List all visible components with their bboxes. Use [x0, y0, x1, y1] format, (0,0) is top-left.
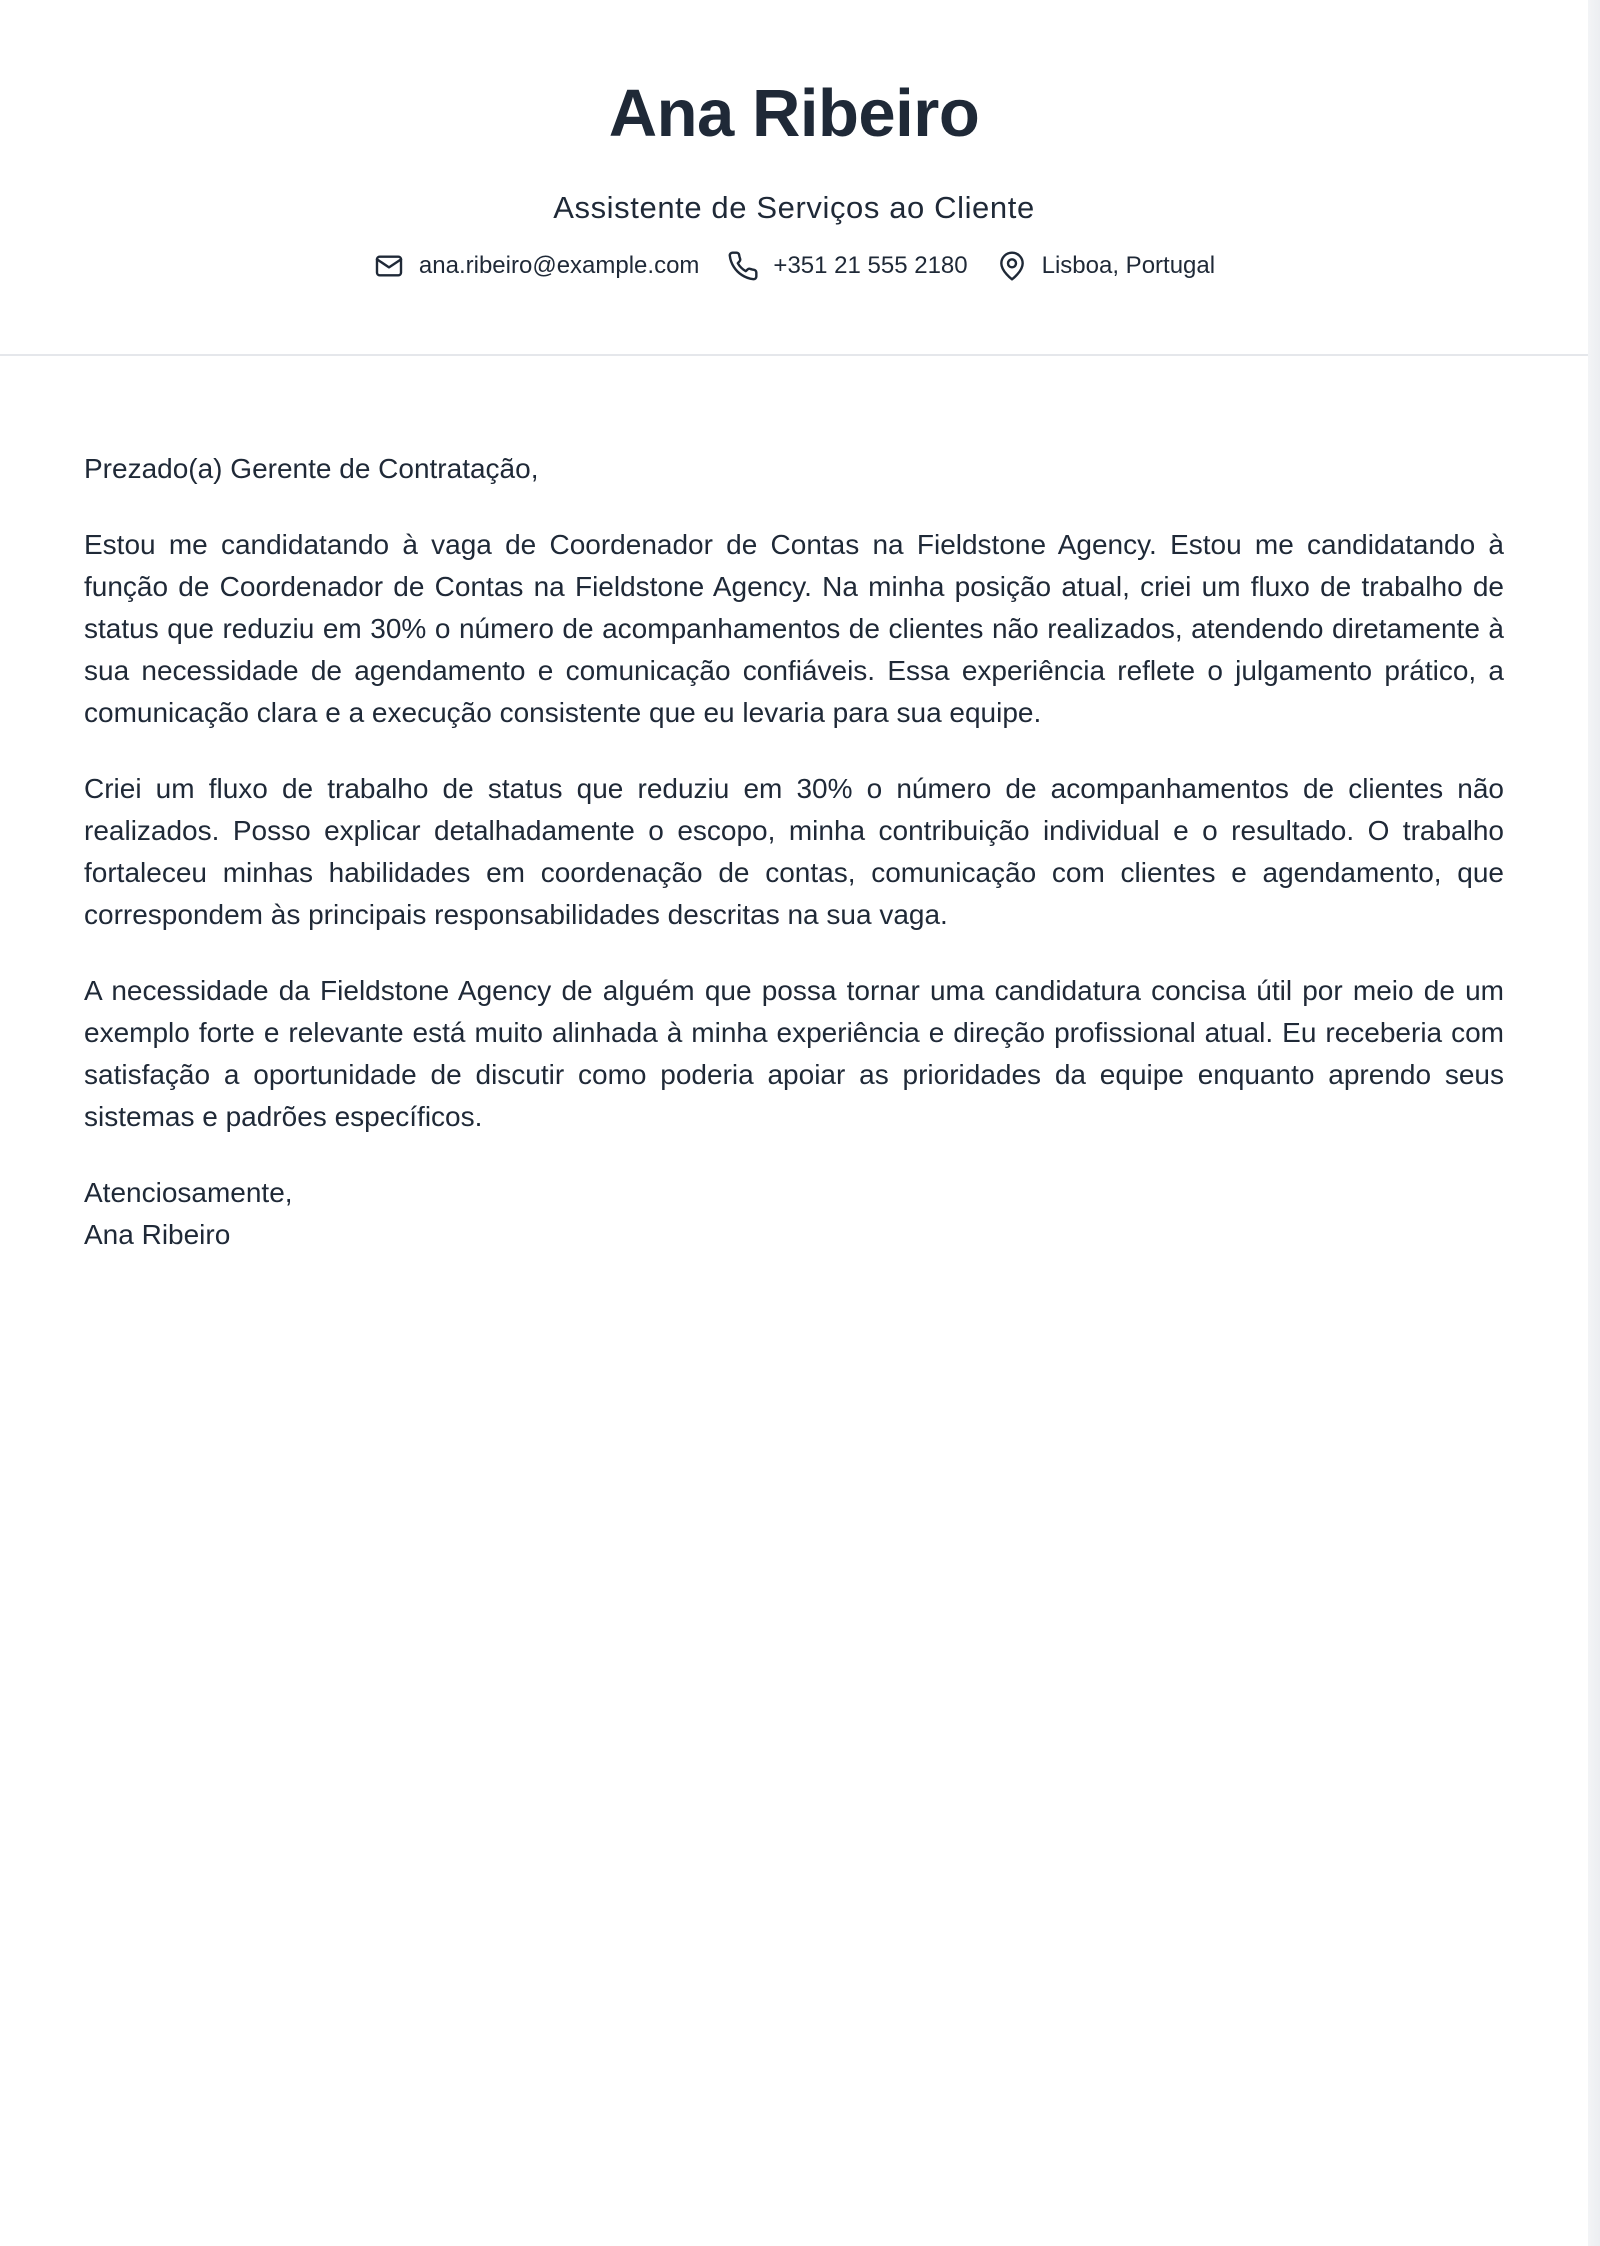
email-text: ana.ribeiro@example.com [418, 252, 700, 279]
salutation: Prezado(a) Gerente de Contratação, [84, 453, 539, 484]
contact-phone[interactable] [727, 250, 967, 282]
phone-text: +351 21 555 2180 [773, 252, 968, 279]
letterhead [0, 0, 1588, 356]
paragraph-3: A necessidade da Fieldstone Agency de alguém que possa tornar uma candidatura concisa útil por meio de um exemplo forte e relevante está muito alinhada à minha experiência e direção profissional atual. Eu receberia com satisfação a oportunidade de discutir como poderia apoiar as prioridades da equipe enquanto aprendo seus sistemas e padrões específicos. [84, 975, 1504, 1132]
applicant-name: Ana Ribeiro [608, 76, 980, 151]
signature: Ana Ribeiro [84, 1219, 231, 1250]
letter-body [0, 356, 1588, 1256]
contact-info [0, 250, 1588, 282]
phone-icon [727, 250, 759, 282]
contact-email[interactable] [373, 250, 700, 282]
paragraph-2: Criei um fluxo de trabalho de status que reduziu em 30% o número de acompanhamentos de clientes não realizados. Posso explicar detalhadamente o escopo, minha contribuição individual e o resultado. O trabalho fortaleceu minhas habilidades em coordenação de contas, comunicação com clientes e agendamento, que correspondem às principais responsabilidades descritas na sua vaga. [84, 773, 1504, 930]
contact-location [996, 250, 1215, 282]
mail-icon [373, 250, 405, 282]
location-text: Lisboa, Portugal [1041, 252, 1216, 279]
page-edge [1588, 0, 1600, 2246]
paragraph-1: Estou me candidatando à vaga de Coordenador de Contas na Fieldstone Agency. Estou me candidatando à função de Coordenador de Contas na Fieldstone Agency. Na minha posição atual, criei um fluxo de trabalho de status que reduziu em 30% o número de acompanhamentos de clientes não realizados, atendendo diretamente à sua necessidade de agendamento e comunicação confiáveis. Essa experiência reflete o julgamento prático, a comunicação clara e a execução consistente que eu levaria para sua equipe. [84, 529, 1504, 728]
job-title: Assistente de Serviços ao Cliente [553, 190, 1035, 225]
location-pin-icon [996, 250, 1028, 282]
closing: Atenciosamente, [84, 1177, 293, 1208]
